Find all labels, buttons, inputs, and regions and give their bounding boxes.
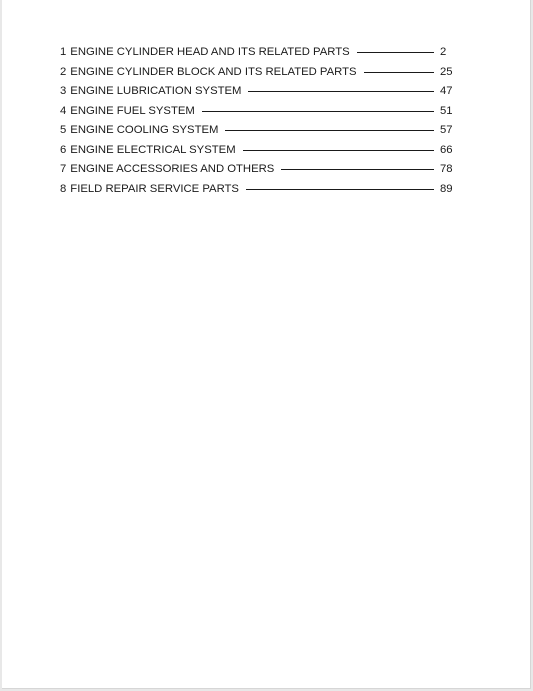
toc-entry-page: 47 xyxy=(440,85,453,97)
toc-entry-title: ENGINE CYLINDER BLOCK AND ITS RELATED PARTS xyxy=(70,65,357,78)
toc-entry[interactable] xyxy=(60,85,466,105)
toc-entry-title: ENGINE LUBRICATION SYSTEM xyxy=(70,85,242,97)
toc-leader-line xyxy=(364,72,434,73)
toc-entry[interactable] xyxy=(60,163,466,183)
toc-entry-number: 2 xyxy=(60,65,67,78)
toc-entry[interactable] xyxy=(60,124,466,144)
toc-entry[interactable] xyxy=(60,46,466,66)
toc-entry-number: 8 xyxy=(60,182,67,195)
toc-entry-title: ENGINE CYLINDER HEAD AND ITS RELATED PARTS xyxy=(70,46,350,58)
toc-leader-line xyxy=(225,130,434,131)
toc-entry-title: ENGINE ELECTRICAL SYSTEM xyxy=(70,143,236,156)
toc-entry-page: 89 xyxy=(440,182,453,195)
toc-leader-line xyxy=(246,189,434,190)
toc-entry-number: 7 xyxy=(60,163,67,175)
toc-entry-number: 4 xyxy=(60,104,67,117)
toc-entry[interactable] xyxy=(60,66,466,86)
toc-entry-number: 5 xyxy=(60,124,67,136)
toc-entry[interactable] xyxy=(60,183,466,203)
toc-entry-page: 78 xyxy=(440,163,453,175)
toc-entry-title: ENGINE COOLING SYSTEM xyxy=(70,124,219,136)
toc-entry-title: ENGINE FUEL SYSTEM xyxy=(70,104,195,117)
toc-entry-page: 66 xyxy=(440,143,453,156)
toc-entry-title: ENGINE ACCESSORIES AND OTHERS xyxy=(70,163,275,175)
toc-leader-line xyxy=(202,111,434,112)
document-page xyxy=(2,0,531,689)
toc-entry[interactable] xyxy=(60,105,466,125)
toc-entry-title: FIELD REPAIR SERVICE PARTS xyxy=(70,182,239,195)
toc-entry-page: 57 xyxy=(440,124,453,136)
toc-entry-page: 25 xyxy=(440,65,453,78)
toc-entry[interactable] xyxy=(60,144,466,164)
toc-entry-number: 3 xyxy=(60,85,67,97)
toc-leader-line xyxy=(357,52,434,53)
toc-entry-page: 2 xyxy=(440,46,447,58)
toc-leader-line xyxy=(248,91,434,92)
toc-leader-line xyxy=(243,150,434,151)
toc-entry-number: 1 xyxy=(60,46,67,58)
table-of-contents xyxy=(60,46,466,202)
toc-leader-line xyxy=(281,169,434,170)
toc-entry-number: 6 xyxy=(60,143,67,156)
toc-entry-page: 51 xyxy=(440,104,453,117)
